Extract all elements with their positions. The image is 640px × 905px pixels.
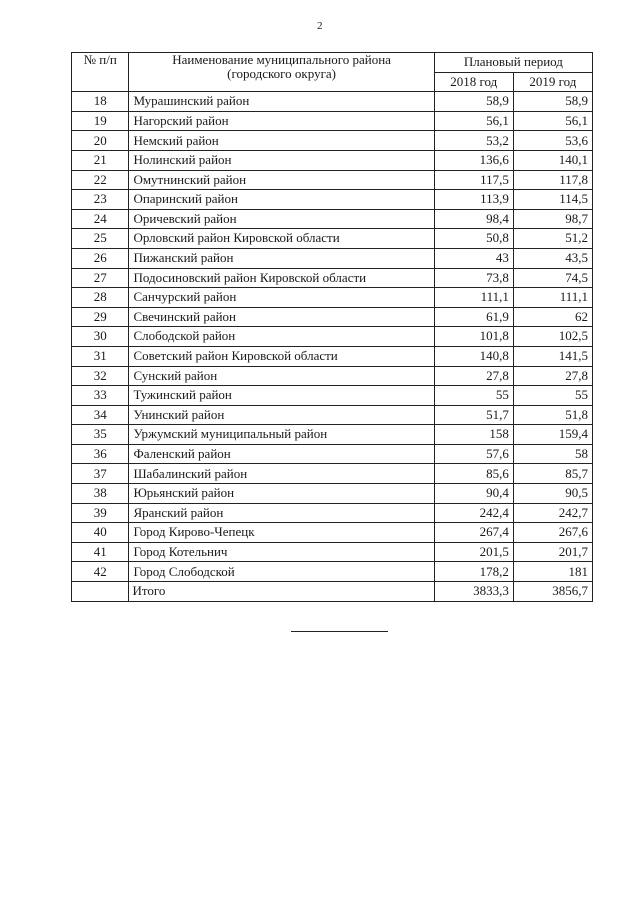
district-name: Город Кирово-Чепецк xyxy=(129,523,434,543)
value-2019: 90,5 xyxy=(513,484,592,504)
district-name: Шабалинский район xyxy=(129,464,434,484)
district-name: Нолинский район xyxy=(129,150,434,170)
table-row xyxy=(72,131,593,151)
district-name: Советский район Кировской области xyxy=(129,346,434,366)
value-2018: 201,5 xyxy=(434,542,513,562)
district-name: Мурашинский район xyxy=(129,92,434,112)
value-2018: 85,6 xyxy=(434,464,513,484)
value-2018: 50,8 xyxy=(434,229,513,249)
table-row xyxy=(72,170,593,190)
value-2018: 98,4 xyxy=(434,209,513,229)
value-2019: 102,5 xyxy=(513,327,592,347)
district-name: Свечинский район xyxy=(129,307,434,327)
table-row xyxy=(72,366,593,386)
header-planned-period: Плановый период xyxy=(434,53,592,73)
row-number: 27 xyxy=(72,268,129,288)
value-2019: 27,8 xyxy=(513,366,592,386)
row-number: 36 xyxy=(72,444,129,464)
table-row xyxy=(72,307,593,327)
header-name-line1: Наименование муниципального района xyxy=(172,52,391,67)
district-name: Орловский район Кировской области xyxy=(129,229,434,249)
row-number: 42 xyxy=(72,562,129,582)
table-row xyxy=(72,150,593,170)
value-2019: 114,5 xyxy=(513,190,592,210)
table-row xyxy=(72,523,593,543)
row-number: 28 xyxy=(72,288,129,308)
value-2019: 111,1 xyxy=(513,288,592,308)
value-2018: 27,8 xyxy=(434,366,513,386)
value-2018: 55 xyxy=(434,386,513,406)
page-number: 2 xyxy=(317,20,323,32)
district-name: Фаленский район xyxy=(129,444,434,464)
value-2018: 101,8 xyxy=(434,327,513,347)
row-number: 21 xyxy=(72,150,129,170)
closing-rule xyxy=(291,631,388,632)
row-number: 22 xyxy=(72,170,129,190)
header-year-2018: 2018 год xyxy=(434,72,513,92)
table-row xyxy=(72,425,593,445)
value-2019: 58 xyxy=(513,444,592,464)
value-2018: 3833,3 xyxy=(434,582,513,602)
table-row xyxy=(72,190,593,210)
row-number: 29 xyxy=(72,307,129,327)
row-number: 33 xyxy=(72,386,129,406)
district-name: Немский район xyxy=(129,131,434,151)
district-name: Сунский район xyxy=(129,366,434,386)
value-2019: 141,5 xyxy=(513,346,592,366)
value-2018: 140,8 xyxy=(434,346,513,366)
row-number: 37 xyxy=(72,464,129,484)
table-total-row xyxy=(72,582,593,602)
table-row xyxy=(72,268,593,288)
header-number: № п/п xyxy=(72,53,129,92)
table-row xyxy=(72,503,593,523)
district-name: Унинский район xyxy=(129,405,434,425)
table-row xyxy=(72,405,593,425)
value-2018: 61,9 xyxy=(434,307,513,327)
district-name: Город Слободской xyxy=(129,562,434,582)
row-number: 26 xyxy=(72,248,129,268)
table-row xyxy=(72,464,593,484)
row-number: 19 xyxy=(72,111,129,131)
value-2019: 85,7 xyxy=(513,464,592,484)
header-row-1 xyxy=(72,53,593,73)
district-name: Опаринский район xyxy=(129,190,434,210)
value-2018: 53,2 xyxy=(434,131,513,151)
value-2019: 51,8 xyxy=(513,405,592,425)
row-number: 32 xyxy=(72,366,129,386)
value-2018: 56,1 xyxy=(434,111,513,131)
row-number: 34 xyxy=(72,405,129,425)
value-2018: 111,1 xyxy=(434,288,513,308)
district-name: Санчурский район xyxy=(129,288,434,308)
table-row xyxy=(72,444,593,464)
value-2019: 51,2 xyxy=(513,229,592,249)
district-name: Оричевский район xyxy=(129,209,434,229)
value-2019: 56,1 xyxy=(513,111,592,131)
row-number: 41 xyxy=(72,542,129,562)
header-year-2019: 2019 год xyxy=(513,72,592,92)
value-2019: 62 xyxy=(513,307,592,327)
row-number: 30 xyxy=(72,327,129,347)
value-2019: 159,4 xyxy=(513,425,592,445)
value-2018: 242,4 xyxy=(434,503,513,523)
value-2018: 58,9 xyxy=(434,92,513,112)
row-number: 20 xyxy=(72,131,129,151)
district-name: Нагорский район xyxy=(129,111,434,131)
row-number: 38 xyxy=(72,484,129,504)
district-name: Тужинский район xyxy=(129,386,434,406)
district-name: Уржумский муниципальный район xyxy=(129,425,434,445)
table-row xyxy=(72,562,593,582)
district-name: Пижанский район xyxy=(129,248,434,268)
value-2019: 53,6 xyxy=(513,131,592,151)
table-row xyxy=(72,346,593,366)
district-name: Омутнинский район xyxy=(129,170,434,190)
table-header xyxy=(72,53,593,92)
value-2018: 113,9 xyxy=(434,190,513,210)
table-row xyxy=(72,209,593,229)
table-row xyxy=(72,288,593,308)
row-number: 23 xyxy=(72,190,129,210)
value-2018: 90,4 xyxy=(434,484,513,504)
value-2018: 51,7 xyxy=(434,405,513,425)
row-number: 18 xyxy=(72,92,129,112)
table-row xyxy=(72,542,593,562)
value-2018: 158 xyxy=(434,425,513,445)
table-row xyxy=(72,386,593,406)
row-number: 39 xyxy=(72,503,129,523)
value-2019: 58,9 xyxy=(513,92,592,112)
value-2019: 181 xyxy=(513,562,592,582)
value-2019: 140,1 xyxy=(513,150,592,170)
district-name: Город Котельнич xyxy=(129,542,434,562)
value-2018: 178,2 xyxy=(434,562,513,582)
row-number: 25 xyxy=(72,229,129,249)
table-row xyxy=(72,92,593,112)
value-2019: 55 xyxy=(513,386,592,406)
row-number: 35 xyxy=(72,425,129,445)
value-2018: 43 xyxy=(434,248,513,268)
table-body xyxy=(72,92,593,601)
municipal-districts-table xyxy=(71,52,593,602)
table-row xyxy=(72,111,593,131)
district-name: Подосиновский район Кировской области xyxy=(129,268,434,288)
value-2019: 98,7 xyxy=(513,209,592,229)
district-name: Юрьянский район xyxy=(129,484,434,504)
row-number: 24 xyxy=(72,209,129,229)
table-row xyxy=(72,327,593,347)
value-2019: 117,8 xyxy=(513,170,592,190)
value-2018: 117,5 xyxy=(434,170,513,190)
value-2019: 74,5 xyxy=(513,268,592,288)
value-2019: 3856,7 xyxy=(513,582,592,602)
header-name-line2: (городского округа) xyxy=(227,66,337,82)
row-number: 40 xyxy=(72,523,129,543)
table-row xyxy=(72,484,593,504)
value-2019: 267,6 xyxy=(513,523,592,543)
value-2018: 57,6 xyxy=(434,444,513,464)
row-number: 31 xyxy=(72,346,129,366)
value-2018: 73,8 xyxy=(434,268,513,288)
table-row xyxy=(72,248,593,268)
row-number xyxy=(72,582,129,602)
value-2019: 201,7 xyxy=(513,542,592,562)
value-2018: 267,4 xyxy=(434,523,513,543)
header-district-name xyxy=(129,53,434,92)
district-name: Яранский район xyxy=(129,503,434,523)
value-2019: 43,5 xyxy=(513,248,592,268)
table-row xyxy=(72,229,593,249)
district-name: Итого xyxy=(129,582,434,602)
district-name: Слободской район xyxy=(129,327,434,347)
value-2019: 242,7 xyxy=(513,503,592,523)
value-2018: 136,6 xyxy=(434,150,513,170)
